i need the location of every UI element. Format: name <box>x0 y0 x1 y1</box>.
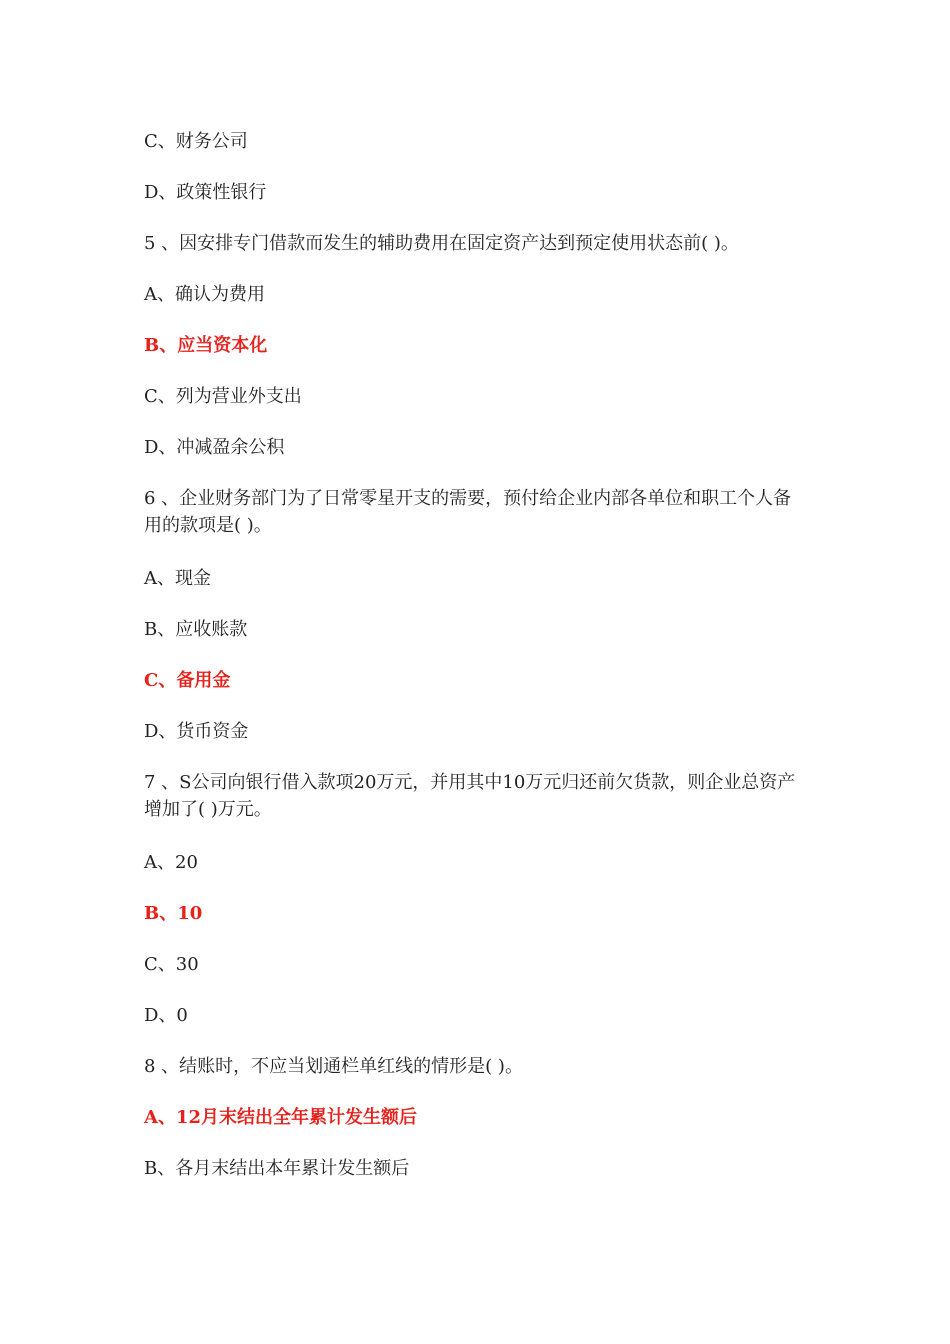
q7-option-a: A、20 <box>144 852 198 873</box>
q7-option-d: D、0 <box>144 1005 188 1026</box>
q6-option-b: B、应收账款 <box>144 619 248 640</box>
q4-option-c: C、财务公司 <box>144 131 248 152</box>
q6-question: 6 、企业财务部门为了日常零星开支的需要，预付给企业内部各单位和职工个人备用的款项是( )。 <box>144 488 792 536</box>
q5-option-a: A、确认为费用 <box>144 284 265 305</box>
q7-option-c: C、30 <box>144 954 199 975</box>
q4-option-d: D、政策性银行 <box>144 182 267 203</box>
q6-option-c-correct: C、备用金 <box>144 670 231 691</box>
q8-option-a-correct: A、12月末结出全年累计发生额后 <box>144 1107 418 1128</box>
q5-option-b-correct: B、应当资本化 <box>144 335 268 356</box>
q5-option-c: C、列为营业外支出 <box>144 386 302 407</box>
q5-question: 5 、因安排专门借款而发生的辅助费用在固定资产达到预定使用状态前( )。 <box>144 233 739 254</box>
q6-option-d: D、货币资金 <box>144 721 249 742</box>
q8-option-b: B、各月末结出本年累计发生额后 <box>144 1158 410 1179</box>
q6-option-a: A、现金 <box>144 568 211 589</box>
q7-option-b-correct: B、10 <box>144 903 203 924</box>
q8-question: 8 、结账时，不应当划通栏单红线的情形是( )。 <box>144 1056 523 1077</box>
q7-question: 7 、S公司向银行借入款项20万元，并用其中10万元归还前欠货款，则企业总资产增加了( )万元。 <box>144 772 796 820</box>
q5-option-d: D、冲减盈余公积 <box>144 437 285 458</box>
